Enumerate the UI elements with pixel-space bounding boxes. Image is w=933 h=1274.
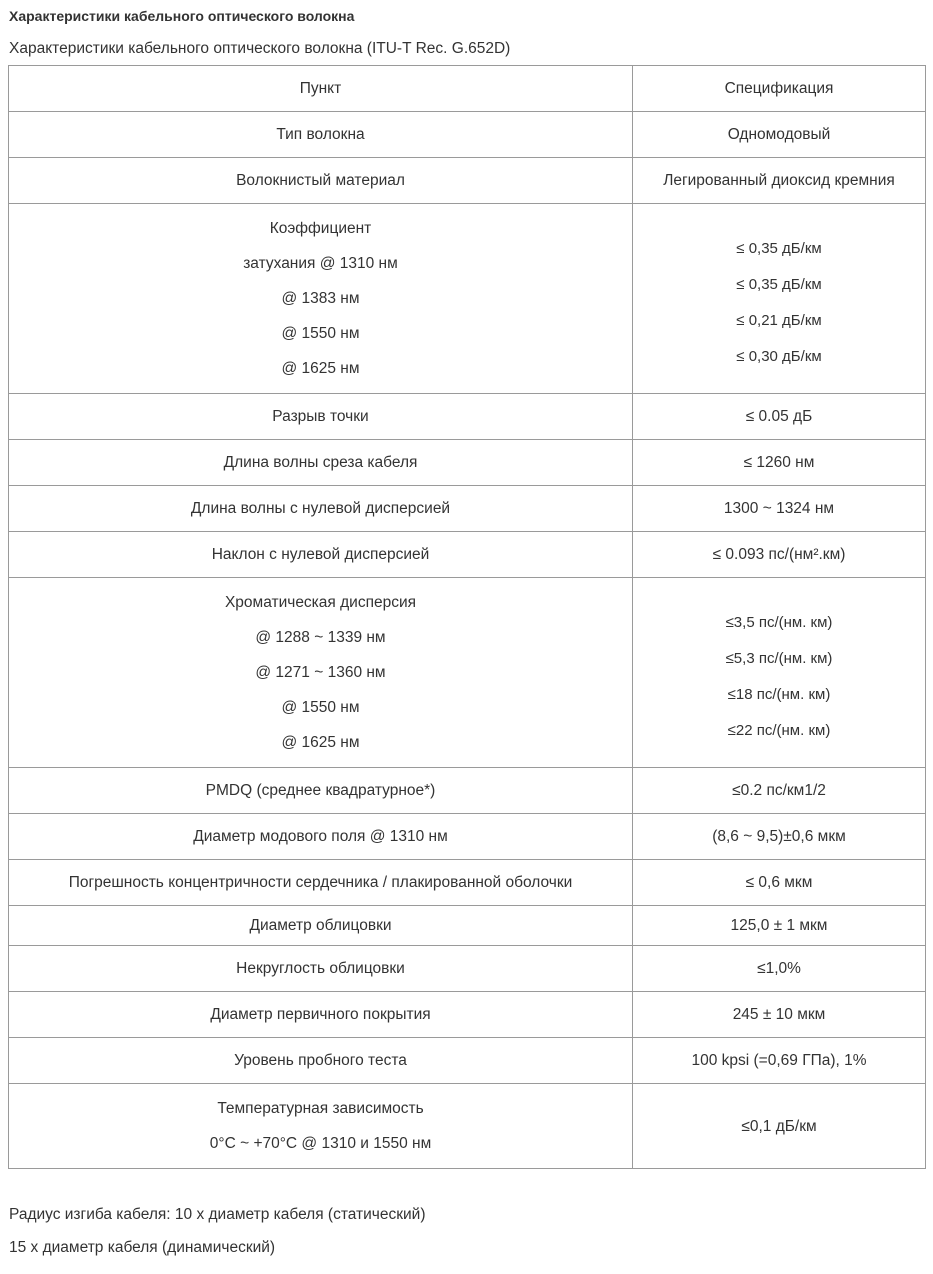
row-item: Диаметр модового поля @ 1310 нм [9, 814, 633, 860]
header-item: Пункт [9, 66, 633, 112]
row-item: Погрешность концентричности сердечника / плакированной оболочки [9, 860, 633, 906]
row-item: PMDQ (среднее квадратурное*) [9, 768, 633, 814]
table-row [9, 394, 926, 440]
row-spec: (8,6 ~ 9,5)±0,6 мкм [633, 814, 926, 860]
table-row [9, 532, 926, 578]
row-spec-line: ≤3,5 пс/(нм. км) [725, 613, 833, 631]
row-spec-line: ≤22 пс/(нм. км) [727, 721, 831, 739]
row-spec: Одномодовый [633, 112, 926, 158]
table-caption: Характеристики кабельного оптического волокна (ITU-T Rec. G.652D) [9, 40, 511, 57]
row-spec-line: ≤5,3 пс/(нм. км) [725, 649, 833, 667]
row-spec: ≤0.2 пс/км1/2 [633, 768, 926, 814]
table-row [9, 946, 926, 992]
table-row-attenuation [9, 204, 926, 394]
table-row [9, 1038, 926, 1084]
bend-radius-static-note: Радиус изгиба кабеля: 10 x диаметр кабеля (статический) [9, 1206, 426, 1223]
row-spec: ≤ 0,6 мкм [633, 860, 926, 906]
row-item [9, 578, 633, 768]
spec-table [8, 65, 926, 1169]
table-row [9, 158, 926, 204]
table-row-temperature [9, 1084, 926, 1169]
header-spec: Спецификация [633, 66, 926, 112]
row-item: Разрыв точки [9, 394, 633, 440]
row-spec: 100 kpsi (=0,69 ГПа), 1% [633, 1038, 926, 1084]
row-spec-line: ≤ 0,35 дБ/км [736, 275, 822, 293]
row-spec: 125,0 ± 1 мкм [633, 906, 926, 946]
row-spec: ≤0,1 дБ/км [633, 1084, 926, 1169]
table-row [9, 440, 926, 486]
row-item: Диаметр облицовки [9, 906, 633, 946]
row-spec: ≤1,0% [633, 946, 926, 992]
row-spec [633, 204, 926, 394]
row-spec-line: ≤ 0,21 дБ/км [736, 311, 822, 329]
row-item-line: Коэффициент [269, 220, 372, 237]
bend-radius-dynamic-note: 15 x диаметр кабеля (динамический) [9, 1239, 276, 1256]
row-item: Наклон с нулевой дисперсией [9, 532, 633, 578]
table-row [9, 486, 926, 532]
table-row-chromatic-dispersion [9, 578, 926, 768]
row-spec: 245 ± 10 мкм [633, 992, 926, 1038]
table-row [9, 112, 926, 158]
row-item [9, 1084, 633, 1169]
row-item-line: @ 1383 нм [281, 290, 360, 307]
row-item [9, 204, 633, 394]
row-item-line: @ 1271 ~ 1360 нм [255, 664, 386, 681]
row-spec: Легированный диоксид кремния [633, 158, 926, 204]
table-row [9, 768, 926, 814]
row-spec [633, 578, 926, 768]
row-spec: 1300 ~ 1324 нм [633, 486, 926, 532]
row-item: Длина волны среза кабеля [9, 440, 633, 486]
row-item: Длина волны с нулевой дисперсией [9, 486, 633, 532]
row-item-line: @ 1550 нм [281, 325, 360, 342]
row-spec: ≤ 1260 нм [633, 440, 926, 486]
row-item: Волокнистый материал [9, 158, 633, 204]
row-item-line: @ 1625 нм [281, 360, 360, 377]
row-spec-line: ≤18 пс/(нм. км) [727, 685, 831, 703]
table-row [9, 992, 926, 1038]
table-row [9, 814, 926, 860]
table-header-row [9, 66, 926, 112]
row-item: Уровень пробного теста [9, 1038, 633, 1084]
table-row [9, 860, 926, 906]
table-row [9, 906, 926, 946]
row-spec-line: ≤ 0,35 дБ/км [736, 239, 822, 257]
row-item-line: @ 1625 нм [281, 734, 360, 751]
row-spec: ≤ 0.093 пс/(нм².км) [633, 532, 926, 578]
row-item: Некруглость облицовки [9, 946, 633, 992]
page-heading: Характеристики кабельного оптического волокна [9, 8, 355, 24]
row-spec: ≤ 0.05 дБ [633, 394, 926, 440]
row-item-line: @ 1288 ~ 1339 нм [255, 629, 386, 646]
row-item-line: 0°C ~ +70°C @ 1310 и 1550 нм [209, 1135, 432, 1152]
row-spec-line: ≤ 0,30 дБ/км [736, 347, 822, 365]
row-item-line: затухания @ 1310 нм [243, 255, 398, 272]
row-item-line: Хроматическая дисперсия [224, 594, 417, 611]
row-item: Диаметр первичного покрытия [9, 992, 633, 1038]
row-item-line: Температурная зависимость [217, 1100, 424, 1117]
row-item-line: @ 1550 нм [281, 699, 360, 716]
row-item: Тип волокна [9, 112, 633, 158]
